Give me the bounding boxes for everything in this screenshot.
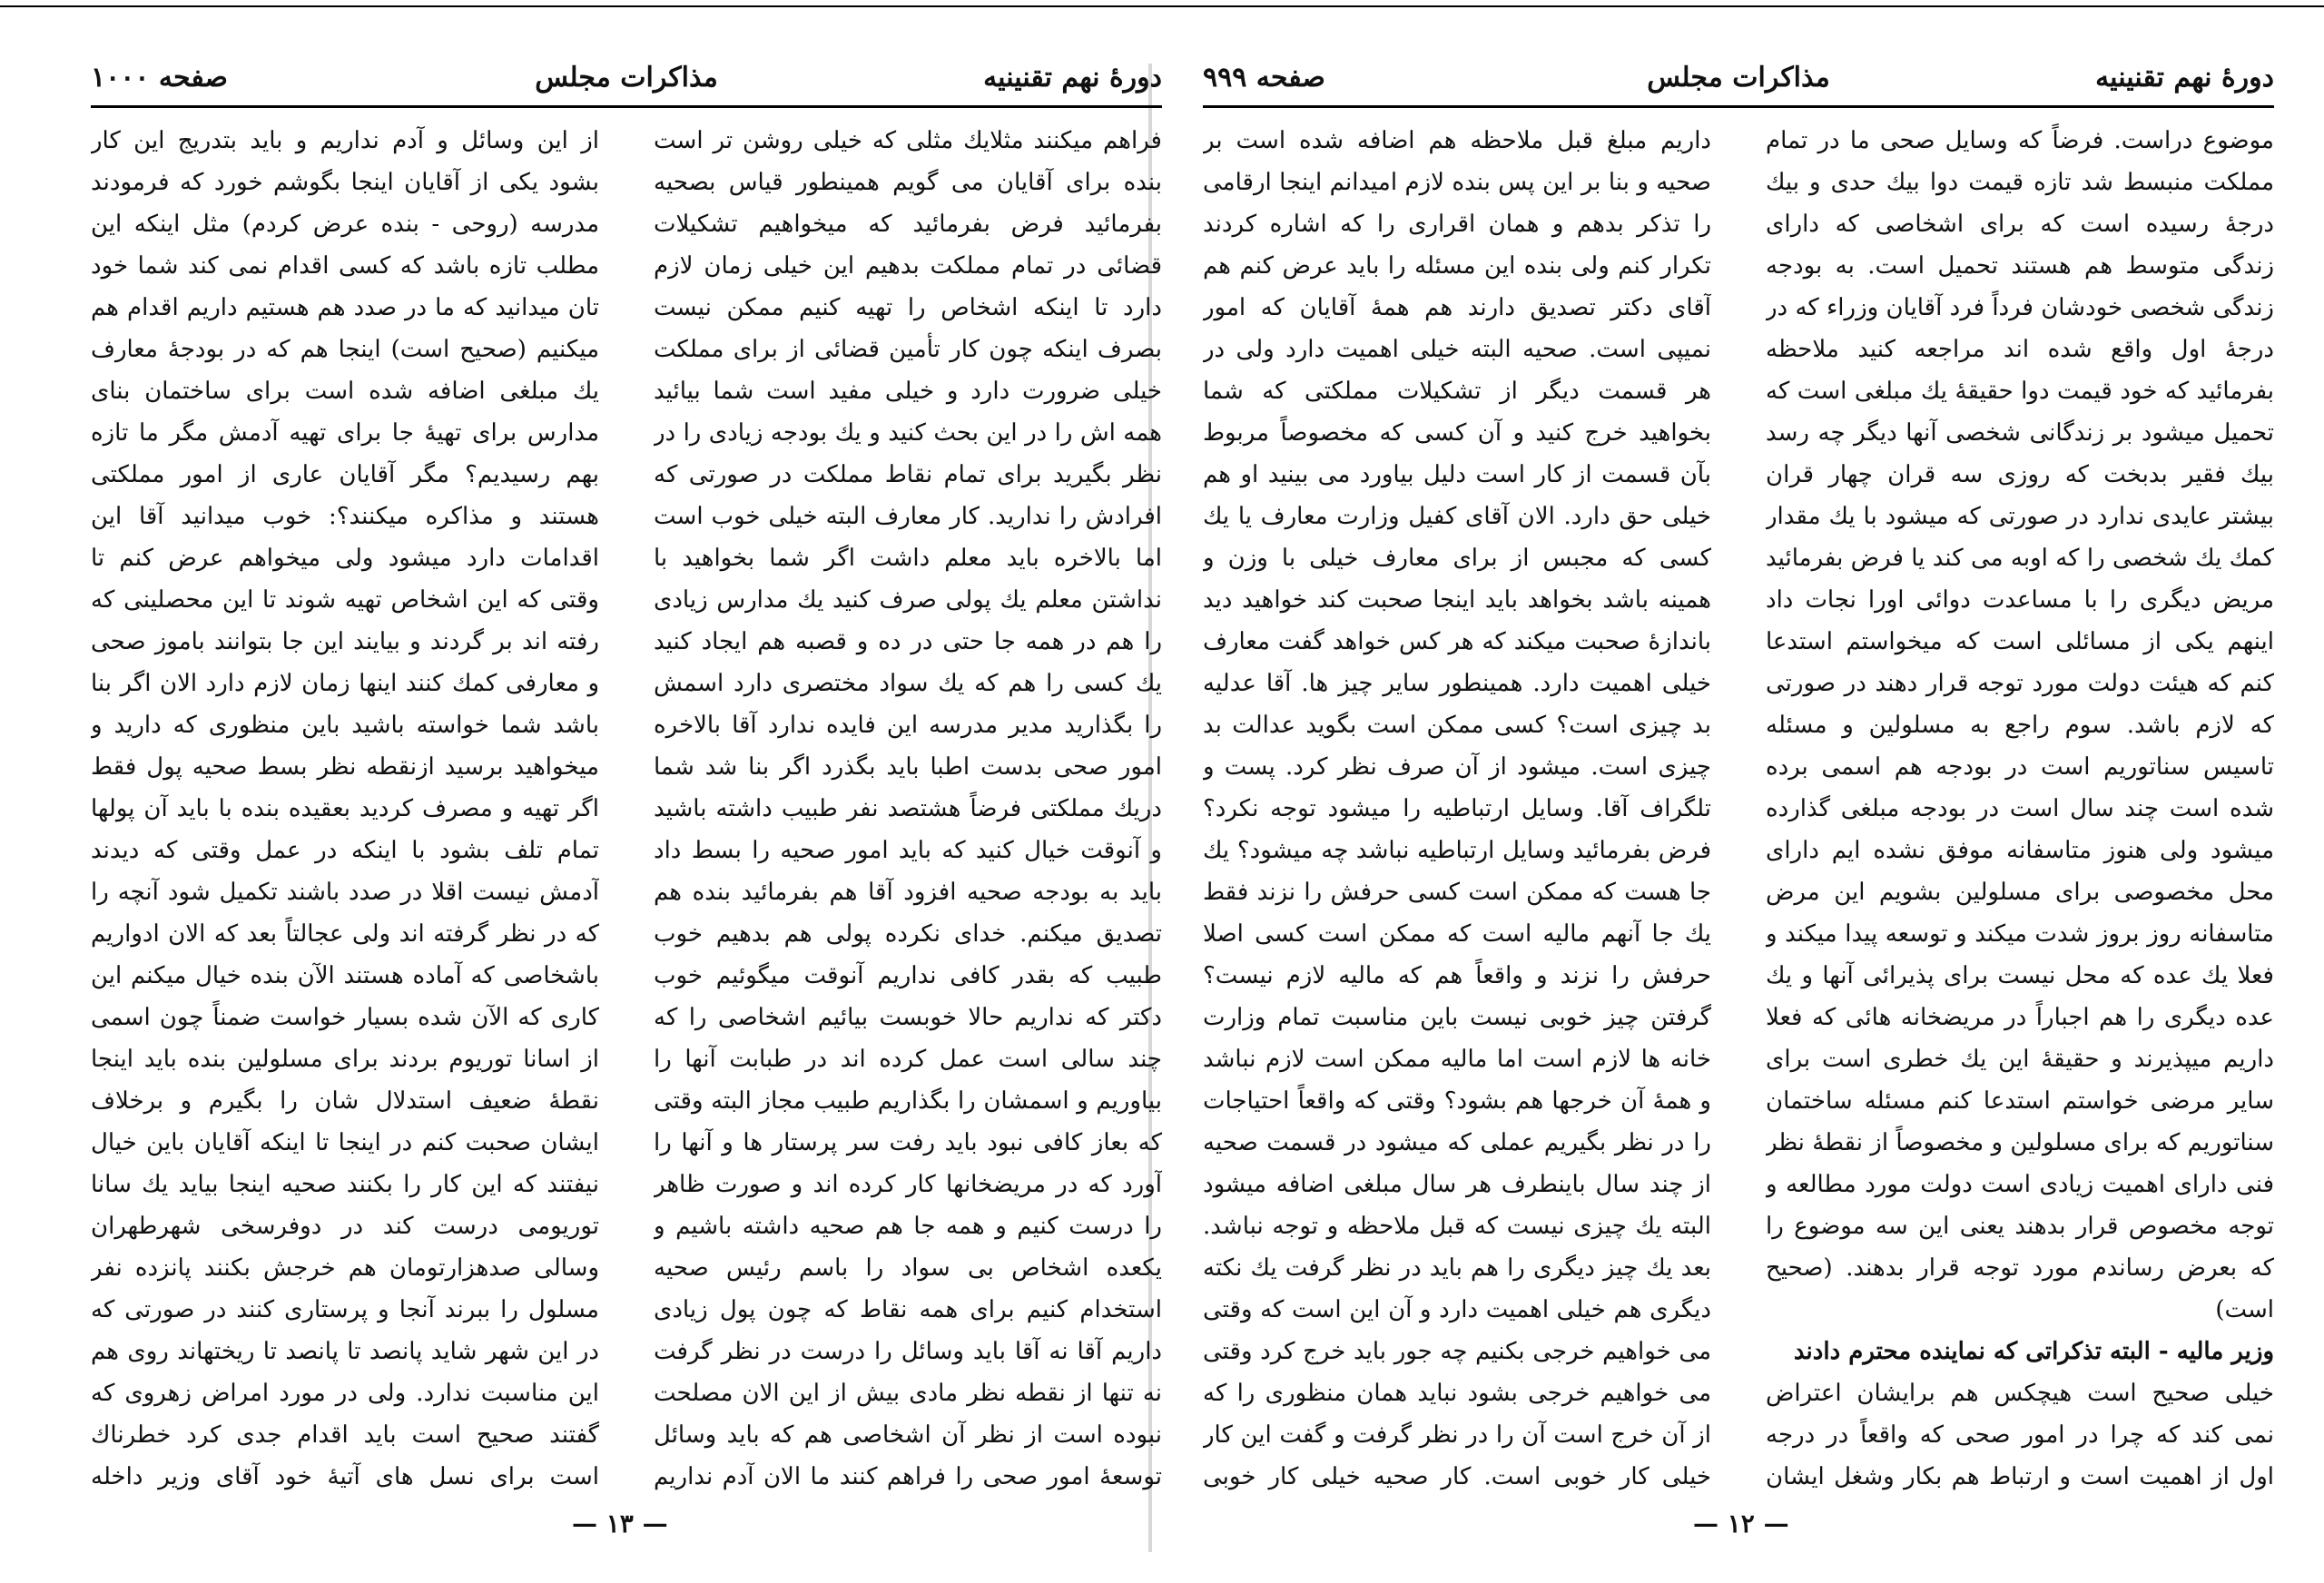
- left-page: [91, 36, 1162, 1561]
- header-page-ref: صفحه ۹۹۹: [1203, 62, 1325, 93]
- page-number: — ۱۲ —: [1693, 1509, 1789, 1539]
- header-title: مذاکرات مجلس: [1647, 62, 1830, 93]
- running-header: [1203, 54, 2274, 108]
- scan-top-edge: [0, 5, 2324, 7]
- header-page-ref: صفحه ۱۰۰۰: [91, 62, 228, 93]
- paragraph-text: موضوع دراست. فرضاً که وسایل صحی ما در تمام مملکت منبسط شد تازه قیمت دوا بیك حدی و بیك درجهٔ رسیده است که برای اشخاصی که دارای زندگی متوسط هم هستند تحمیل است. به بودجه زندگی شخصی خودشان فرداً فرد آقایان وزراء که در درجهٔ اول واقع شده اند مراجعه کنید ملاحظه بفرمائید که خود قیمت دوا حقیقهٔ یك مبلغی است که تحمیل میشود بر زندگانی شخصی آنها دیگر چه رسد بیك فقیر بدبخت که روزی سه قران چهار قران بیشتر عایدی ندارد در صورتی که میشود با یك مقدار کمك یك شخصی را که اوبه می کند یا فرض بفرمائید مریض دیگری را با مساعدت دوائی اورا نجات داد اینهم یکی از مسائلی است که میخواستم استدعا کنم که هیئت دولت مورد توجه قرار دهند در صورتی که لازم باشد. سوم راجع به مسلولین و مسئله تاسیس سناتوریم است در بودجه هم اسمی برده شده است چند سال است در بودجه مبلغی گذارده میشود ولی هنوز متاسفانه موفق نشده ایم دارای محل مخصوصی برای مسلولین بشویم این مرض متاسفانه روز بروز شدت میکند و توسعه پیدا میکند و فعلا یك عده که محل نیست برای پذیرائی آنها و یك عده دیگری را هم اجباراً در مریضخانه هائی که فعلا داریم میپذیرند و حقیقهٔ این یك خطری است برای سایر مرضی خواستم استدعا کنم مسئله ساختمان سناتوریم که برای مسلولین و مخصوصاً از نقطهٔ نظر فنی دارای اهمیت زیادی است دولت مورد مطالعه و توجه مخصوص قرار بدهند یعنی این سه موضوع را که بعرض رساندم مورد توجه قرار بدهند. (صحیح است): [1766, 127, 2274, 1323]
- text-column-right: فراهم میکنند مثلایك مثلی كه خیلی روشن تر است بنده برای آقایان می گویم همینطور قیاس بصحیه بفرمائید فرض بفرمائید که میخواهیم تشکیلات قضائی در تمام مملکت بدهیم این خیلی زمان لازم دارد تا اینکه اشخاص را تهیه کنیم ممکن نیست بصرف اینکه چون کار تأمین قضائی از برای مملکت خیلی ضرورت دارد و خیلی مفید است شما بیائید همه اش را در این بحث کنید و یك بودجه زیادی را در نظر بگیرید برای تمام نقاط مملکت در صورتی که افرادش را ندارید. کار معارف البته خیلی خوب است اما بالاخره باید معلم داشت اگر شما بخواهید با نداشتن معلم یك پولی صرف کنید یك مدارس زیادی را هم در همه جا حتی در ده و قصبه هم ایجاد کنید یك کسی را هم که یك سواد مختصری دارد اسمش را بگذارید مدیر مدرسه این فایده ندارد آقا بالاخره امور صحی بدست اطبا باید بگذرد اگر بنا شد شما دریك مملکتی فرضاً هشتصد نفر طبیب داشته باشید و آنوقت خیال کنید که باید امور صحیه را بسط داد باید به بودجه صحیه افزود آقا هم بفرمائید بنده هم تصدیق میکنم. خدای نکرده پولی هم بدهیم خوب طبیب که بقدر کافی نداریم آنوقت میگوئیم خوب دکتر که نداریم حالا خوبست بیائیم اشخاصی را که چند سالی است عمل کرده اند در طبابت آنها را بیاوریم و اسمشان را بگذاریم طبیب مجاز البته وقتی که بعاز کافی نبود باید رفت سر پرستار ها و آنها را آورد که در مریضخانها کار کرده اند و صورت ظاهر را درست کنیم و همه جا هم صحیه داشته باشیم و یکعده اشخاص بی سواد را باسم رئیس صحیه استخدام کنیم برای همه نقاط که چون پول زیادی داریم آقا نه آقا باید وسائل را درست در نظر گرفت نه تنها از نقطه نظر مادی بیش از این الان مصلحت نبوده است از نظر آن اشخاصی هم که باید وسائل توسعهٔ امور صحی را فراهم کنند ما الان آدم نداریم: [654, 127, 1162, 1490]
- header-session: دورهٔ نهم تقنینیه: [983, 62, 1162, 93]
- right-page: [1203, 36, 2274, 1561]
- running-header: [91, 54, 1162, 108]
- page-number: — ۱۳ —: [572, 1509, 668, 1539]
- paragraph-text: خیلی صحیح است هیچکس هم برایشان اعتراض نمی کند که چرا در امور صحی که واقعاً در درجه اول از اهمیت است و ارتباط هم بکار وشغل ایشان: [1766, 1380, 2274, 1490]
- speaker-label: وزیر مالیه - البته تذکراتی که نماینده محترم دادند: [1793, 1338, 2274, 1365]
- text-column-left: از این وسائل و آدم نداریم و باید بتدریج این کار بشود یکی از آقایان اینجا بگوشم خورد که فرمودند مدرسه (روحی - بنده عرض کردم) مثل اینکه این مطلب تازه باشد که کسی اقدام نمی کند شما خود تان میدانید که ما در صدد هم هستیم داریم اقدام هم میکنیم (صحیح است) اینجا هم که در بودجهٔ معارف یك مبلغی اضافه شده است برای ساختمان بنای مدارس برای تهیهٔ جا برای تهیه آدمش مگر ما تازه بهم رسیدیم؟ مگر آقایان عاری از امور مملکتی هستند و مذاکره میکنند؟: خوب میدانید آقا این اقدامات دارد میشود ولی میخواهم عرض کنم تا وقتی که این اشخاص تهیه شوند تا این محصلینی که رفته اند بر گردند و بیایند این جا بتوانند باموز صحی و معارفی كمك كنند اینها زمان لازم دارد الان اگر بنا باشد شما خواسته باشید باین منظوری که دارید و میخواهید برسید ازنقطه نظر بسط صحیه پول فقط اگر تهیه و مصرف کردید بعقیده بنده با باید آن پولها تمام تلف بشود با اینکه در عمل وقتی که دیدند آدمش نیست اقلا در صدد باشند تکمیل شود آنچه را که در نظر گرفته اند ولی عجالتاً بعد که الان ادواریم باشخاصی که آماده هستند الآن بنده خیال میکنم این کاری که الآن شده بسیار خواست ضمناً چون اسمی از اسانا توریوم بردند برای مسلولین بنده باید اینجا نقطهٔ ضعیف استدلال شان را بگیرم و برخلاف ایشان صحبت کنم در اینجا تا اینکه آقایان باین خیال نیفتند که این کار را بکنند صحیه اینجا بیاید یك سانا توریومی درست کند در دوفرسخی شهرطهران وسالی صدهزارتومان هم خرجش بکنند پانزده نفر مسلول را ببرند آنجا و پرستاری کنند در صورتی که در این شهر شاید پانصد تا پانصد تا ریختهاند روی هم این مناسبت ندارد. ولی در مورد امراض زهروی که گفتند صحیح است باید اقدام جدی کرد خطرناك است برای نسل های آتیهٔ خود آقای وزیر داخله: [91, 127, 599, 1490]
- header-session: دورهٔ نهم تقنینیه: [2095, 62, 2274, 93]
- text-column-left: داریم مبلغ قبل ملاحظه هم اضافه شده است بر صحیه و بنا بر این پس بنده لازم امیدانم اینجا ارقامی را تذکر بدهم و همان اقراری را که اشاره کردند تکرار کنم ولی بنده این مسئله را باید عرض کنم هم آقای دکتر تصدیق دارند هم همهٔ آقایان که امور نمیپی است. صحیه البته خیلی اهمیت دارد ولی در هر قسمت دیگر از تشکیلات مملکتی که شما بخواهید خرج کنید و آن کسی که مخصوصاً مربوط بآن قسمت از کار است دلیل بیاورد می بینید او هم خیلی حق دارد. الان آقای کفیل وزارت معارف یا یك کسی که مجبس از برای معارف خیلی با وزن و همینه باشد بخواهد باید اینجا صحبت کند خواهید دید باندازهٔ صحبت میکند که هر کس خواهد گفت معارف خیلی اهمیت دارد. همینطور سایر چیز ها. آقا عدلیه بد چیزی است؟ کسی ممکن است بگوید عدالت بد چیزی است. میشود از آن صرف نظر کرد. پست و تلگراف آقا. وسایل ارتباطیه را میشود توجه نکرد؟ فرض بفرمائید وسایل ارتباطیه نباشد چه میشود؟ یك جا هست که ممکن است کسی حرفش را نزند فقط یك جا آنهم مالیه است که ممکن است کسی اصلا حرفش را نزند و واقعاً هم که مالیه لازم نیست؟ گرفتن چیز خوبی نیست باین مناسبت تمام وزارت خانه ها لازم است اما مالیه ممکن است لازم نباشد و همهٔ آن خرجها هم بشود؟ وقتی که واقعاً احتیاجات را در نظر بگیریم عملی که میشود در قسمت صحیه از چند سال باینطرف هر سال مبلغی اضافه میشود البته یك چیزی نیست که قبل ملاحظه و توجه نباشد. بعد یك چیز دیگری را هم باید در نظر گرفت یك نکته دیگری هم خیلی اهمیت دارد و آن این است که وقتی می خواهیم خرجی بکنیم چه جور باید خرج کرد وقتی می خواهیم خرجی بشود نباید همان منظوری را که از آن خرج است آن را در نظر گرفت و گفت این کار خیلی کار خوبی است. کار صحیه خیلی کار خوبی: [1203, 127, 1711, 1490]
- text-column-right: [1766, 120, 2274, 1499]
- header-title: مذاکرات مجلس: [535, 62, 718, 93]
